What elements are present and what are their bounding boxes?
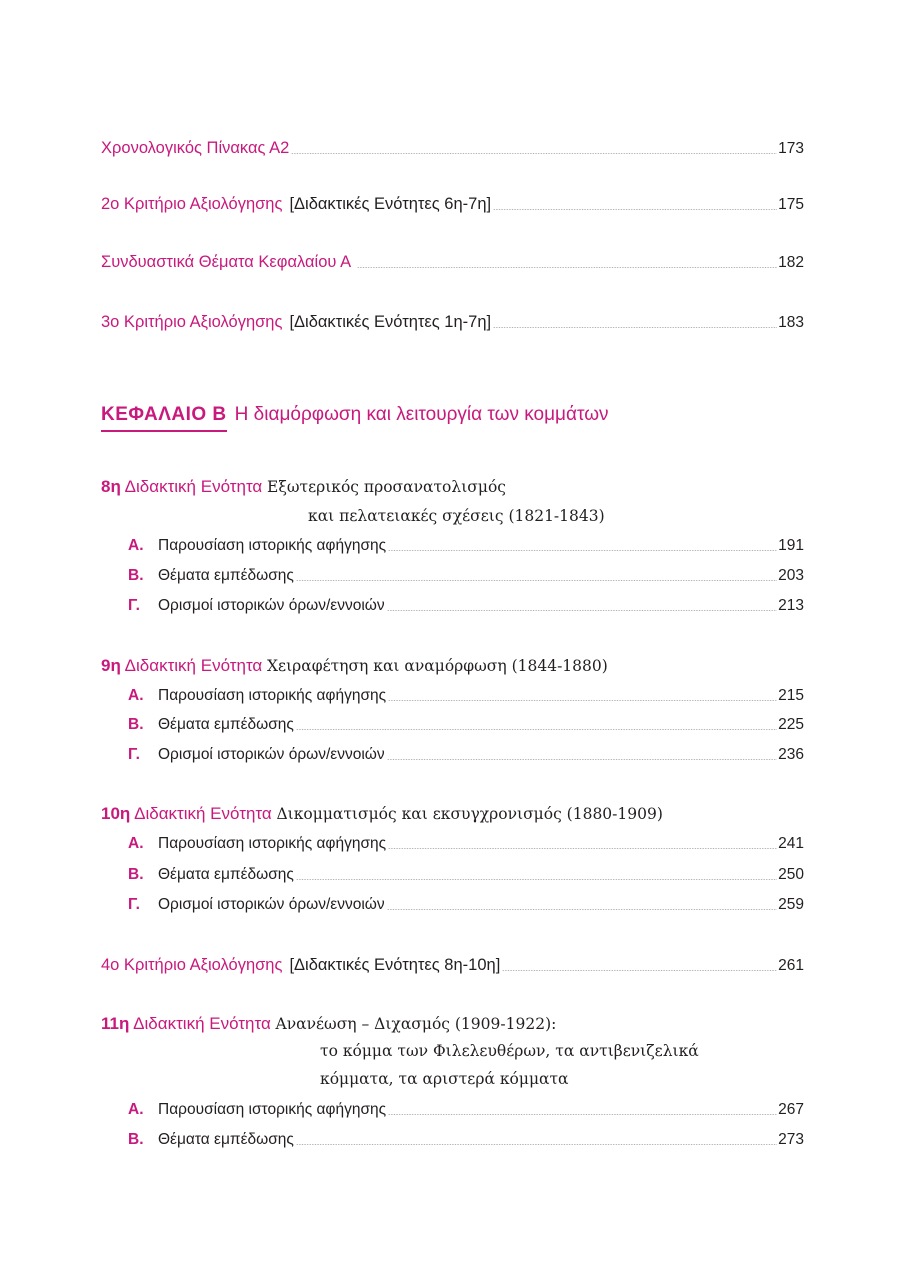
page-number: 175 [778,196,804,213]
unit-name: Διδακτική Ενότητα [124,656,263,675]
toc-entry-label: 3ο Κριτήριο Αξιολόγησης [101,313,283,331]
subentry-letter: Β. [128,716,144,733]
subentry-label: Παρουσίαση ιστορικής αφήγησης [158,1101,387,1118]
toc-subentry[interactable] [128,746,804,764]
subentry-letter: Γ. [128,597,140,614]
toc-entry-label: Συνδυαστικά Θέματα Κεφαλαίου Α [101,253,352,271]
page-number: 173 [778,140,804,157]
toc-entry-criterion-3[interactable] [101,313,804,332]
toc-entry-combined-topics[interactable] [101,253,804,272]
toc-subentry[interactable] [128,1131,804,1149]
unit-name: Διδακτική Ενότητα [124,477,263,496]
dot-leader [493,327,777,328]
dot-leader [291,153,777,154]
toc-subentry[interactable] [128,866,804,884]
subentry-label: Παρουσίαση ιστορικής αφήγησης [158,687,387,704]
dot-leader [357,267,777,268]
page-number: 241 [778,835,804,852]
toc-entry-bracket: [Διδακτικές Ενότητες 6η-7η] [289,195,492,213]
dot-leader [296,729,777,730]
page-number: 250 [778,866,804,883]
subentry-label: Θέματα εμπέδωσης [158,716,294,733]
toc-subentry[interactable] [128,567,804,585]
subentry-label: Θέματα εμπέδωσης [158,1131,294,1148]
dot-leader [388,550,777,551]
subentry-letter: Β. [128,567,144,584]
dot-leader [388,848,777,849]
unit-title: Ανανέωση – Διχασμός (1909-1922): [275,1015,557,1033]
dot-leader [388,1114,777,1115]
unit-number: 9η [101,656,121,675]
dot-leader [493,209,777,210]
unit-title: Δικομματισμός και εκσυγχρονισμός (1880-1909) [276,805,663,823]
toc-subentry[interactable] [128,597,804,615]
unit-title: Εξωτερικός προσανατολισμός [267,478,506,496]
subentry-label: Παρουσίαση ιστορικής αφήγησης [158,537,387,554]
toc-subentry[interactable] [128,1101,804,1119]
subentry-letter: Γ. [128,896,140,913]
dot-leader [502,970,777,971]
subentry-letter: Β. [128,866,144,883]
unit-heading-10[interactable] [101,804,663,824]
subentry-label: Ορισμοί ιστορικών όρων/εννοιών [158,896,385,913]
page-number: 259 [778,896,804,913]
subentry-letter: Α. [128,1101,144,1118]
page-number: 215 [778,687,804,704]
subentry-label: Ορισμοί ιστορικών όρων/εννοιών [158,597,385,614]
dot-leader [387,610,778,611]
unit-name: Διδακτική Ενότητα [133,1014,271,1033]
dot-leader [296,879,777,880]
page-number: 261 [778,957,804,974]
unit-title-continuation: και πελατειακές σχέσεις (1821-1843) [308,507,605,525]
dot-leader [388,700,777,701]
unit-title-continuation: το κόμμα των Φιλελευθέρων, τα αντιβενιζελικά [320,1042,699,1060]
page-number: 182 [778,254,804,271]
toc-entry-bracket: [Διδακτικές Ενότητες 1η-7η] [289,313,492,331]
unit-heading-8[interactable] [101,477,506,497]
toc-subentry[interactable] [128,896,804,914]
unit-number: 8η [101,477,121,496]
chapter-heading [101,404,609,432]
toc-entry-label: 4ο Κριτήριο Αξιολόγησης [101,956,283,974]
toc-subentry[interactable] [128,716,804,734]
dot-leader [296,1144,777,1145]
unit-title-continuation: κόμματα, τα αριστερά κόμματα [320,1070,569,1088]
page-number: 213 [778,597,804,614]
subentry-letter: Α. [128,687,144,704]
chapter-label: ΚΕΦΑΛΑΙΟ Β [101,404,227,432]
chapter-title: Η διαμόρφωση και λειτουργία των κομμάτων [234,404,609,425]
subentry-label: Θέματα εμπέδωσης [158,866,294,883]
unit-number: 10η [101,804,131,823]
page-number: 203 [778,567,804,584]
subentry-letter: Γ. [128,746,140,763]
unit-heading-9[interactable] [101,656,608,676]
page-number: 236 [778,746,804,763]
page-number: 191 [778,537,804,554]
page-number: 273 [778,1131,804,1148]
toc-subentry[interactable] [128,537,804,555]
subentry-letter: Β. [128,1131,144,1148]
dot-leader [387,759,778,760]
toc-entry-bracket: [Διδακτικές Ενότητες 8η-10η] [289,956,501,974]
subentry-label: Ορισμοί ιστορικών όρων/εννοιών [158,746,385,763]
subentry-letter: Α. [128,537,144,554]
subentry-label: Θέματα εμπέδωσης [158,567,294,584]
unit-heading-11[interactable] [101,1014,556,1034]
page-number: 183 [778,314,804,331]
toc-entry-chronological-table[interactable] [101,139,804,158]
dot-leader [296,580,777,581]
unit-name: Διδακτική Ενότητα [134,804,272,823]
toc-subentry[interactable] [128,835,804,853]
unit-title: Χειραφέτηση και αναμόρφωση (1844-1880) [267,657,608,675]
toc-entry-criterion-4[interactable] [101,956,804,975]
toc-subentry[interactable] [128,687,804,705]
subentry-letter: Α. [128,835,144,852]
dot-leader [387,909,778,910]
toc-entry-label: 2ο Κριτήριο Αξιολόγησης [101,195,283,213]
page-number: 267 [778,1101,804,1118]
toc-entry-criterion-2[interactable] [101,195,804,214]
page-number: 225 [778,716,804,733]
unit-number: 11η [101,1014,130,1033]
toc-entry-label: Χρονολογικός Πίνακας Α2 [101,139,290,157]
subentry-label: Παρουσίαση ιστορικής αφήγησης [158,835,387,852]
